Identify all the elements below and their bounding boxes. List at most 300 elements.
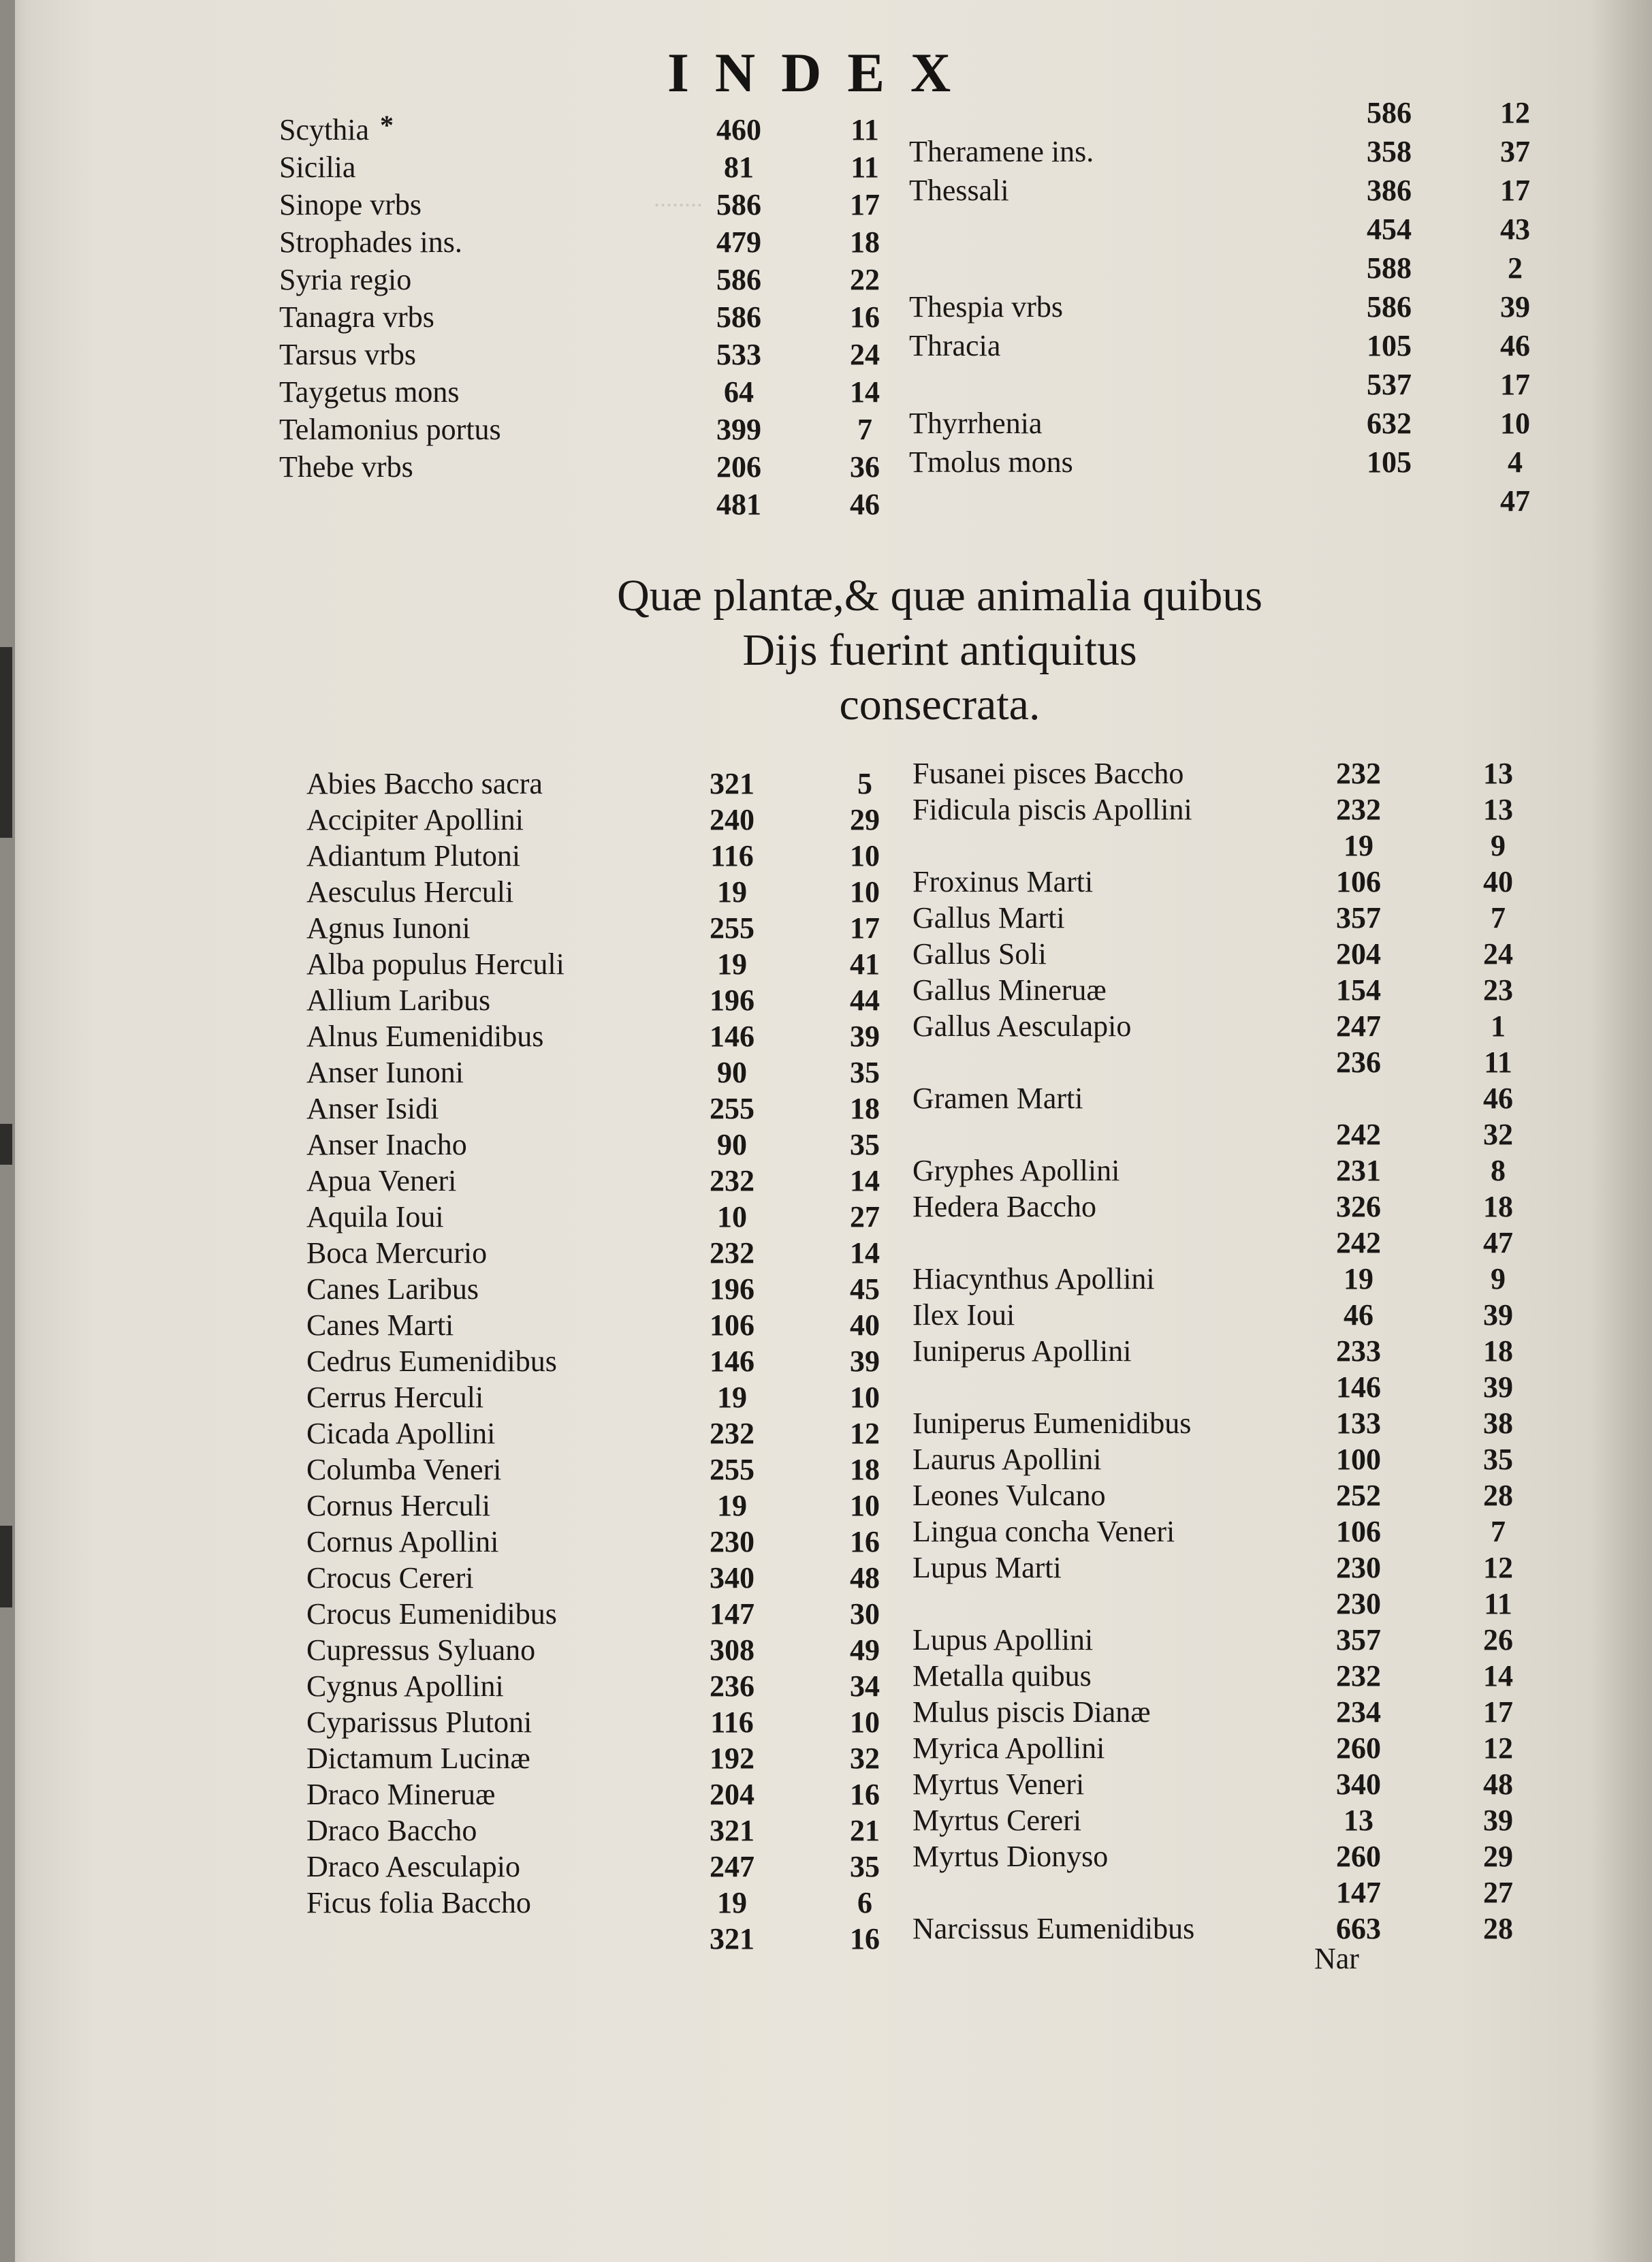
entry-line-number: 10 <box>1500 407 1530 440</box>
entry-page-number: 586 <box>1367 290 1412 324</box>
entry-page-number: 105 <box>1367 445 1412 479</box>
index-entry <box>279 450 892 485</box>
index-entry <box>306 1597 892 1632</box>
entry-line-number: 10 <box>850 1489 880 1522</box>
entry-line-number: 44 <box>850 984 880 1017</box>
entry-page-number: 252 <box>1336 1479 1381 1512</box>
entry-page-number: 386 <box>1367 174 1412 207</box>
index-entry <box>306 983 892 1018</box>
entry-name: Taygetus mons <box>279 375 460 409</box>
entry-line-number: 29 <box>1483 1840 1513 1873</box>
entry-line-number: 38 <box>1483 1407 1513 1440</box>
index-entry <box>279 412 892 447</box>
entry-line-number: 14 <box>850 1164 880 1197</box>
index-entry <box>306 1921 892 1957</box>
entry-line-number: 14 <box>850 1236 880 1270</box>
section-heading <box>504 569 1376 732</box>
entry-line-number: 4 <box>1508 445 1523 479</box>
entry-name: Cedrus Eumenidibus <box>306 1345 557 1378</box>
index-entry <box>909 212 1604 247</box>
entry-page-number: 232 <box>710 1236 754 1270</box>
entry-name: Ilex Ioui <box>912 1298 1015 1332</box>
entry-name: Thracia <box>909 329 1001 362</box>
entry-page-number: 632 <box>1367 407 1412 440</box>
entry-page-number: 81 <box>724 151 754 184</box>
entry-name: Crocus Cereri <box>306 1561 474 1595</box>
entry-line-number: 6 <box>857 1886 872 1919</box>
entry-page-number: 454 <box>1367 213 1412 246</box>
entry-line-number: 43 <box>1500 213 1530 246</box>
index-entry <box>912 1767 1607 1802</box>
entry-name: Myrtus Dionyso <box>912 1840 1109 1873</box>
entry-page-number: 481 <box>716 488 761 521</box>
index-entry <box>909 367 1604 403</box>
index-entry <box>909 445 1604 480</box>
index-entry <box>912 1298 1607 1333</box>
entry-name: Strophades ins. <box>279 225 462 259</box>
entry-line-number: 11 <box>851 151 879 184</box>
entry-page-number: 100 <box>1336 1443 1381 1476</box>
entry-name: Boca Mercurio <box>306 1236 488 1270</box>
entry-page-number: 146 <box>710 1345 754 1378</box>
index-entry <box>912 756 1607 791</box>
entry-line-number: 46 <box>1500 329 1530 362</box>
entry-page-number: 19 <box>717 1381 747 1414</box>
index-entry <box>912 900 1607 936</box>
entry-page-number: 196 <box>710 1272 754 1306</box>
entry-line-number: 7 <box>1491 1515 1506 1548</box>
index-entry <box>912 1622 1607 1658</box>
entry-name: Gallus Aesculapio <box>912 1009 1132 1043</box>
entry-line-number: 45 <box>850 1272 880 1306</box>
entry-page-number: 232 <box>1336 757 1381 790</box>
index-entry <box>912 1370 1607 1405</box>
entry-name: Theramene ins. <box>909 135 1094 168</box>
entry-name: Anser Iunoni <box>306 1056 464 1089</box>
entry-page-number: 10 <box>717 1200 747 1234</box>
entry-line-number: 17 <box>1500 368 1530 401</box>
entry-name: Draco Mineruæ <box>306 1778 496 1811</box>
entry-name: Cicada Apollini <box>306 1417 496 1450</box>
index-entry <box>909 251 1604 286</box>
index-entry <box>279 337 892 373</box>
entry-name: Cyparissus Plutoni <box>306 1706 533 1739</box>
entry-line-number: 10 <box>850 875 880 909</box>
entry-name: Cornus Apollini <box>306 1525 499 1558</box>
index-entry <box>306 1091 892 1127</box>
entry-line-number: 26 <box>1483 1623 1513 1656</box>
entry-page-number: 321 <box>710 1814 754 1847</box>
index-entry <box>912 1117 1607 1152</box>
entry-line-number: 35 <box>850 1056 880 1089</box>
index-entry <box>912 1261 1607 1297</box>
entry-page-number: 106 <box>1336 865 1381 898</box>
index-entry <box>306 947 892 982</box>
entry-line-number: 27 <box>850 1200 880 1234</box>
entry-line-number: 30 <box>850 1597 880 1631</box>
entry-name: Metalla quibus <box>912 1659 1092 1693</box>
entry-page-number: 90 <box>717 1056 747 1089</box>
entry-page-number: 146 <box>710 1020 754 1053</box>
index-entry <box>279 262 892 298</box>
index-entry <box>912 1911 1607 1947</box>
entry-line-number: 47 <box>1500 484 1530 518</box>
entry-line-number: 18 <box>850 225 880 259</box>
index-entry <box>909 484 1604 519</box>
index-entry <box>912 1875 1607 1911</box>
entry-name: Tarsus vrbs <box>279 338 417 371</box>
entry-page-number: 399 <box>716 413 761 446</box>
entry-name: Laurus Apollini <box>912 1443 1102 1476</box>
index-entry <box>909 289 1604 325</box>
entry-page-number: 116 <box>710 839 754 873</box>
index-entry <box>306 911 892 946</box>
entry-name: Thespia vrbs <box>909 290 1064 324</box>
entry-line-number: 32 <box>850 1742 880 1775</box>
entry-line-number: 14 <box>850 375 880 409</box>
entry-line-number: 16 <box>850 1525 880 1558</box>
entry-line-number: 35 <box>850 1128 880 1161</box>
entry-line-number: 28 <box>1483 1479 1513 1512</box>
entry-page-number: 146 <box>1336 1370 1381 1404</box>
entry-page-number: 663 <box>1336 1912 1381 1945</box>
entry-line-number: 7 <box>857 413 872 446</box>
entry-page-number: 260 <box>1336 1840 1381 1873</box>
index-entry <box>909 134 1604 170</box>
entry-page-number: 19 <box>1344 829 1373 862</box>
entry-page-number: 106 <box>1336 1515 1381 1548</box>
index-entry <box>306 838 892 874</box>
index-entry <box>306 766 892 802</box>
entry-name: Thyrrhenia <box>909 407 1043 440</box>
entry-page-number: 232 <box>1336 793 1381 826</box>
ink-mark: * <box>380 110 394 140</box>
index-entry <box>912 1334 1607 1369</box>
entry-line-number: 9 <box>1491 1262 1506 1295</box>
entry-line-number: 35 <box>1483 1443 1513 1476</box>
entry-name: Columba Veneri <box>306 1453 502 1486</box>
entry-line-number: 47 <box>1483 1226 1513 1259</box>
entry-page-number: 255 <box>710 1092 754 1125</box>
index-entry <box>279 150 892 185</box>
entry-line-number: 12 <box>1500 96 1530 129</box>
bleed-through: ........ <box>654 185 703 212</box>
entry-line-number: 29 <box>850 803 880 836</box>
index-entry <box>912 973 1607 1008</box>
entry-page-number: 204 <box>1336 937 1381 971</box>
entry-line-number: 39 <box>1483 1298 1513 1332</box>
index-entry <box>912 1045 1607 1080</box>
entry-page-number: 90 <box>717 1128 747 1161</box>
entry-name: Tanagra vrbs <box>279 300 434 334</box>
entry-page-number: 19 <box>717 875 747 909</box>
entry-page-number: 236 <box>1336 1046 1381 1079</box>
entry-page-number: 232 <box>1336 1659 1381 1693</box>
entry-line-number: 39 <box>850 1020 880 1053</box>
index-entry <box>279 187 892 223</box>
index-entry <box>306 1055 892 1090</box>
entry-name: Lupus Apollini <box>912 1623 1094 1656</box>
entry-page-number: 19 <box>717 1886 747 1919</box>
entry-page-number: 105 <box>1367 329 1412 362</box>
entry-line-number: 40 <box>850 1308 880 1342</box>
entry-line-number: 39 <box>1483 1804 1513 1837</box>
entry-line-number: 23 <box>1483 973 1513 1007</box>
entry-name: Cygnus Apollini <box>306 1669 504 1703</box>
entry-line-number: 10 <box>850 1706 880 1739</box>
entry-name: Sicilia <box>279 151 356 184</box>
index-entry <box>306 1777 892 1812</box>
entry-name: Canes Laribus <box>306 1272 479 1306</box>
entry-line-number: 39 <box>1500 290 1530 324</box>
entry-name: Fusanei pisces Baccho <box>912 757 1184 790</box>
entry-page-number: 147 <box>710 1597 754 1631</box>
entry-page-number: 255 <box>710 1453 754 1486</box>
index-entry <box>912 1153 1607 1189</box>
entry-line-number: 18 <box>850 1092 880 1125</box>
index-entry <box>306 1741 892 1776</box>
entry-line-number: 16 <box>850 300 880 334</box>
entry-name: Thessali <box>909 174 1009 207</box>
index-entry <box>279 375 892 410</box>
entry-name: Aesculus Herculi <box>306 875 514 909</box>
entry-line-number: 8 <box>1491 1154 1506 1187</box>
index-entry <box>912 792 1607 828</box>
entry-name: Mulus piscis Dianæ <box>912 1695 1151 1729</box>
entry-page-number: 586 <box>716 188 761 221</box>
page-title: INDEX <box>667 42 977 104</box>
entry-name: Alba populus Herculi <box>306 947 565 981</box>
entry-page-number: 196 <box>710 984 754 1017</box>
entry-name: Iuniperus Eumenidibus <box>912 1407 1192 1440</box>
entry-line-number: 37 <box>1500 135 1530 168</box>
index-entry <box>912 1586 1607 1622</box>
index-entry <box>912 1442 1607 1477</box>
index-entry <box>306 1488 892 1524</box>
index-entry <box>912 1189 1607 1225</box>
entry-line-number: 9 <box>1491 829 1506 862</box>
entry-line-number: 18 <box>1483 1334 1513 1368</box>
entry-line-number: 24 <box>850 338 880 371</box>
index-entry <box>909 173 1604 208</box>
entry-page-number: 116 <box>710 1706 754 1739</box>
entry-page-number: 358 <box>1367 135 1412 168</box>
entry-name: Leones Vulcano <box>912 1479 1106 1512</box>
entry-line-number: 32 <box>1483 1118 1513 1151</box>
entry-line-number: 11 <box>1484 1587 1512 1620</box>
entry-line-number: 40 <box>1483 865 1513 898</box>
section-heading-line: Dijs fuerint antiquitus <box>742 625 1137 675</box>
index-entry <box>912 937 1607 972</box>
entry-name: Draco Aesculapio <box>306 1850 520 1883</box>
index-entry <box>306 1524 892 1560</box>
entry-line-number: 16 <box>850 1778 880 1811</box>
entry-name: Allium Laribus <box>306 984 491 1017</box>
entry-name: Syria regio <box>279 263 412 296</box>
entry-page-number: 479 <box>716 225 761 259</box>
entry-line-number: 11 <box>851 113 879 146</box>
entry-line-number: 12 <box>850 1417 880 1450</box>
entry-name: Accipiter Apollini <box>306 803 524 836</box>
entry-page-number: 537 <box>1367 368 1412 401</box>
entry-line-number: 17 <box>1500 174 1530 207</box>
entry-page-number: 147 <box>1336 1876 1381 1909</box>
entry-page-number: 247 <box>710 1850 754 1883</box>
entry-page-number: 460 <box>716 113 761 146</box>
page-edge-shadow <box>0 1124 12 1165</box>
entry-name: Gallus Soli <box>912 937 1047 971</box>
entry-name: Gallus Mineruæ <box>912 973 1107 1007</box>
entry-name: Hiacynthus Apollini <box>912 1262 1155 1295</box>
entry-line-number: 17 <box>850 188 880 221</box>
index-entry <box>279 225 892 260</box>
entry-name: Anser Inacho <box>306 1128 467 1161</box>
entry-line-number: 1 <box>1491 1009 1506 1043</box>
entry-page-number: 242 <box>1336 1118 1381 1151</box>
entry-page-number: 232 <box>710 1417 754 1450</box>
index-entry <box>912 828 1607 864</box>
entry-page-number: 357 <box>1336 1623 1381 1656</box>
index-entry <box>279 300 892 335</box>
entry-page-number: 340 <box>1336 1768 1381 1801</box>
entry-name: Anser Isidi <box>306 1092 439 1125</box>
entry-name: Froxinus Marti <box>912 865 1094 898</box>
index-entry <box>306 1705 892 1740</box>
index-entry <box>306 802 892 838</box>
entry-page-number: 230 <box>1336 1587 1381 1620</box>
entry-line-number: 27 <box>1483 1876 1513 1909</box>
entry-page-number: 154 <box>1336 973 1381 1007</box>
section-heading-line: consecrata. <box>839 680 1041 729</box>
entry-name: Lingua concha Veneri <box>912 1515 1175 1548</box>
entry-page-number: 19 <box>717 947 747 981</box>
entry-page-number: 46 <box>1344 1298 1373 1332</box>
entry-line-number: 24 <box>1483 937 1513 971</box>
entry-name: Ficus folia Baccho <box>306 1886 531 1919</box>
index-entry <box>912 1839 1607 1874</box>
index-entry <box>306 1885 892 1921</box>
entry-line-number: 35 <box>850 1850 880 1883</box>
entry-name: Adiantum Plutoni <box>306 839 521 873</box>
entry-page-number: 236 <box>710 1669 754 1703</box>
entry-page-number: 242 <box>1336 1226 1381 1259</box>
index-entry <box>279 112 892 148</box>
entry-line-number: 49 <box>850 1633 880 1667</box>
index-entry <box>306 1127 892 1163</box>
entry-name: Scythia <box>279 113 369 146</box>
entry-name: Gramen Marti <box>912 1082 1083 1115</box>
entry-name: Cupressus Syluano <box>306 1633 536 1667</box>
index-entry <box>912 1406 1607 1441</box>
entry-name: Iuniperus Apollini <box>912 1334 1132 1368</box>
entry-line-number: 39 <box>1483 1370 1513 1404</box>
entry-page-number: 106 <box>710 1308 754 1342</box>
entry-page-number: 230 <box>710 1525 754 1558</box>
index-entry <box>306 1849 892 1885</box>
entry-line-number: 28 <box>1483 1912 1513 1945</box>
entry-line-number: 21 <box>850 1814 880 1847</box>
index-entry <box>909 406 1604 441</box>
entry-page-number: 586 <box>716 300 761 334</box>
index-entry <box>912 1695 1607 1730</box>
entry-name: Telamonius portus <box>279 413 501 446</box>
entry-page-number: 233 <box>1336 1334 1381 1368</box>
entry-page-number: 206 <box>716 450 761 484</box>
entry-line-number: 10 <box>850 1381 880 1414</box>
index-entry <box>279 487 892 522</box>
entry-line-number: 41 <box>850 947 880 981</box>
entry-page-number: 204 <box>710 1778 754 1811</box>
entry-name: Myrica Apollini <box>912 1731 1105 1765</box>
index-entry <box>909 95 1604 131</box>
entry-page-number: 260 <box>1336 1731 1381 1765</box>
entry-page-number: 133 <box>1336 1407 1381 1440</box>
entry-page-number: 255 <box>710 911 754 945</box>
entry-name: Canes Marti <box>306 1308 454 1342</box>
index-entry <box>912 864 1607 900</box>
entry-name: Cornus Herculi <box>306 1489 491 1522</box>
entry-name: Gryphes Apollini <box>912 1154 1120 1187</box>
entry-page-number: 357 <box>1336 901 1381 934</box>
index-entry <box>912 1081 1607 1116</box>
index-entry <box>912 1731 1607 1766</box>
entry-name: Myrtus Cereri <box>912 1804 1082 1837</box>
entry-name: Narcissus Eumenidibus <box>912 1912 1195 1945</box>
entry-page-number: 533 <box>716 338 761 371</box>
entry-page-number: 19 <box>717 1489 747 1522</box>
entry-page-number: 586 <box>716 263 761 296</box>
entry-page-number: 321 <box>710 1922 754 1955</box>
index-entry <box>306 1380 892 1415</box>
entry-page-number: 240 <box>710 803 754 836</box>
entry-name: Tmolus mons <box>909 445 1073 479</box>
index-entry <box>306 1199 892 1235</box>
entry-line-number: 5 <box>857 767 872 800</box>
index-entry <box>912 1225 1607 1261</box>
entry-line-number: 2 <box>1508 251 1523 285</box>
entry-name: Abies Bacchо sacra <box>306 767 543 800</box>
entry-line-number: 17 <box>850 911 880 945</box>
entry-line-number: 22 <box>850 263 880 296</box>
entry-line-number: 12 <box>1483 1731 1513 1765</box>
entry-line-number: 11 <box>1484 1046 1512 1079</box>
entry-page-number: 588 <box>1367 251 1412 285</box>
entry-line-number: 7 <box>1491 901 1506 934</box>
index-entry <box>306 1236 892 1271</box>
entry-name: Sinope vrbs <box>279 188 422 221</box>
entry-page-number: 64 <box>724 375 754 409</box>
index-entry <box>306 875 892 910</box>
entry-name: Apua Veneri <box>306 1164 457 1197</box>
entry-line-number: 13 <box>1483 757 1513 790</box>
entry-name: Alnus Eumenidibus <box>306 1020 544 1053</box>
entry-name: Aquila Ioui <box>306 1200 444 1234</box>
entry-name: Gallus Marti <box>912 901 1065 934</box>
entry-line-number: 12 <box>1483 1551 1513 1584</box>
index-entry <box>306 1669 892 1704</box>
entry-line-number: 48 <box>1483 1768 1513 1801</box>
index-entry <box>306 1560 892 1596</box>
catchword: Nar <box>1314 1942 1359 1975</box>
entry-page-number: 340 <box>710 1561 754 1595</box>
index-entry <box>306 1019 892 1054</box>
index-entry <box>306 1452 892 1488</box>
index-entry <box>306 1272 892 1307</box>
entry-name: Agnus Iunoni <box>306 911 471 945</box>
entry-line-number: 17 <box>1483 1695 1513 1729</box>
index-entry <box>306 1308 892 1343</box>
entry-page-number: 308 <box>710 1633 754 1667</box>
